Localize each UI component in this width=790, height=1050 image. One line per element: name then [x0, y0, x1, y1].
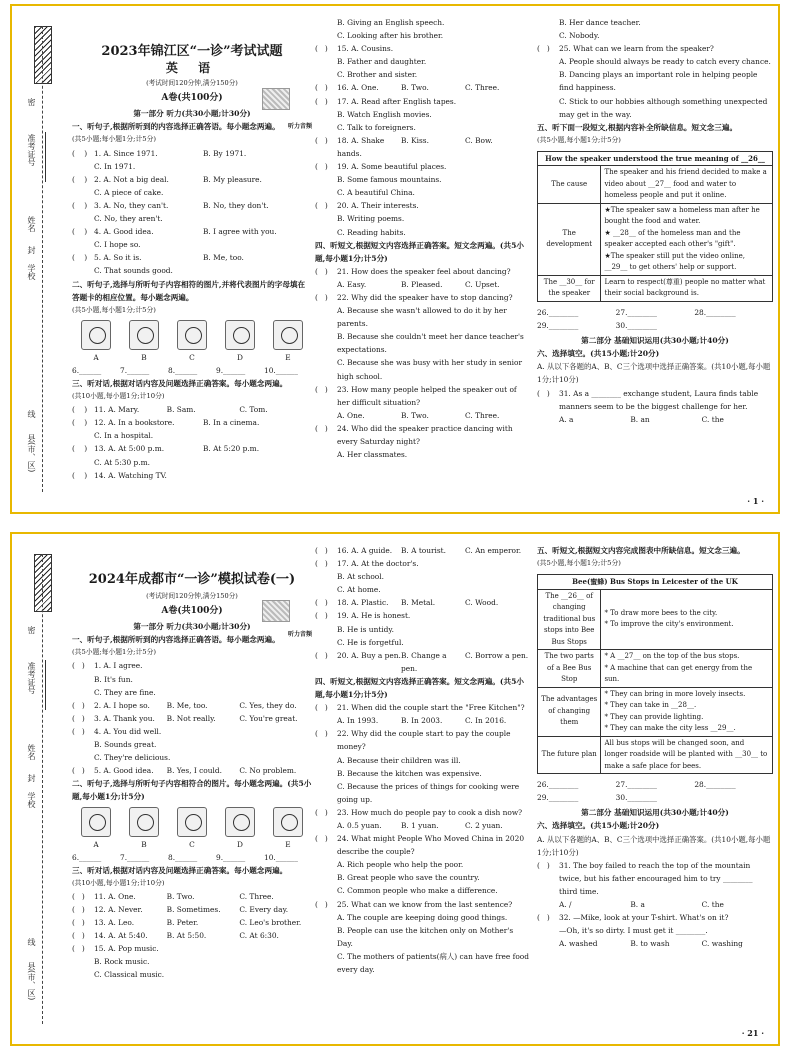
- option: A. The couple are keeping doing good things.: [337, 912, 508, 922]
- question: ( ) 19. A. He is honest.: [315, 611, 411, 621]
- option: B. At school.: [337, 572, 384, 582]
- answer-blanks: 26.________ 27.________ 28.________: [537, 307, 736, 317]
- answer-blanks: 29.________ 30.________: [537, 793, 657, 803]
- question: ( ) 24. What might People Who Moved China in 2020 describe the couple?: [315, 834, 525, 857]
- section-1-heading: 一、听句子,根据所听到的内容选择正确答语。每小题念两遍。: [72, 122, 280, 132]
- cut-line: [42, 554, 43, 1024]
- question: ( ) 18. A. Shake hands. B. Kiss. C. Bow.: [315, 135, 493, 158]
- option: —Oh, it's so dirty. I must get it ________.: [559, 926, 708, 936]
- column-3: [537, 16, 773, 502]
- table-cell: The two parts of a Bee Bus Stop: [538, 650, 601, 688]
- option: B. Watch English movies.: [337, 109, 432, 119]
- question: ( ) 14. A. At 5:40. B. At 5:50. C. At 6:30.: [72, 931, 279, 941]
- option: C. No, they aren't.: [94, 214, 163, 224]
- question: ( ) 18. A. Plastic. B. Metal. C. Wood.: [315, 598, 499, 608]
- question: ( ) 21. How does the speaker feel about dancing?: [315, 266, 511, 276]
- option: C. They are fine.: [94, 687, 156, 697]
- question: ( ) 13. A. At 5:00 p.m. B. At 5:20 p.m.: [72, 444, 260, 454]
- option: C. Because the prices of things for cooking were going up.: [337, 781, 520, 804]
- table-title: How the speaker understood the true meaning of __26__: [538, 151, 773, 166]
- option: C. They're delicious.: [94, 753, 171, 763]
- column-1: [72, 544, 312, 1034]
- table-cell: The development: [538, 203, 601, 275]
- option: B. Rock music.: [94, 957, 150, 967]
- section-3-heading: 三、听对话,根据对话内容及问题选择正确答案。每小题念两遍。: [72, 378, 288, 388]
- picture-row: [72, 807, 312, 837]
- option: B. Writing poems.: [337, 214, 405, 224]
- section-6-instruction: A. 从以下各题的A、B、C三个选项中选择正确答案。(共10小题,每小题1分;计10分): [537, 362, 771, 385]
- strip-label-county: 县(市、区): [27, 962, 36, 1001]
- part-2-heading: 第二部分 基础知识运用(共30小题;计40分): [581, 808, 729, 818]
- strip-label-school: 学校: [27, 792, 36, 808]
- section-1-note: (共5小题;每小题1分;计5分): [72, 648, 157, 657]
- people-picture-icon: [81, 807, 111, 837]
- table-title: Bee(蜜蜂) Bus Stops in Leicester of the UK: [538, 575, 773, 590]
- picture-labels: A B C D E: [93, 352, 291, 362]
- answer-blanks: 6.______ 7.______ 8.______ 9.______ 10.______: [72, 365, 298, 375]
- question: ( ) 24. Who did the speaker practice dancing with every Saturday night?: [315, 423, 513, 446]
- question: ( ) 15. A. Pop music.: [72, 944, 159, 954]
- question: ( ) 19. A. Some beautiful places.: [315, 162, 447, 172]
- picture-row: [72, 320, 312, 350]
- question: ( ) 21. When did the couple start the "Free Kitchen"?: [315, 703, 525, 713]
- question: ( ) 5. A. So it is. B. Me, too.: [72, 253, 244, 263]
- option: C. Brother and sister.: [337, 70, 418, 80]
- question: ( ) 2. A. I hope so. B. Me, too. C. Yes, they do.: [72, 700, 297, 710]
- option: B. Father and daughter.: [337, 57, 427, 67]
- option: B. Because she couldn't meet her dance teacher's expectations.: [337, 332, 524, 355]
- option: A. Her classmates.: [337, 450, 408, 460]
- section-6-heading: 六、选择填空。(共15小题;计20分): [537, 349, 660, 359]
- question: ( ) 32. —Mike, look at your T-shirt. What's on it?: [537, 913, 729, 923]
- girl-picture-icon: [273, 320, 303, 350]
- guitar-picture-icon: [81, 320, 111, 350]
- question: ( ) 25. What can we learn from the speaker?: [537, 44, 714, 54]
- binding-hatch: [34, 554, 52, 612]
- option: B. Giving an English speech.: [337, 18, 445, 27]
- option: C. A beautiful China.: [337, 188, 415, 198]
- strip-mark: 密: [27, 626, 36, 634]
- section-5-note: (共5小题,每小题1分;计5分): [537, 559, 621, 568]
- question: ( ) 25. What can we know from the last sentence?: [315, 899, 513, 909]
- pencil-picture-icon: [225, 807, 255, 837]
- exam-title: 2024年成都市“一诊”模拟试卷(一): [88, 572, 296, 587]
- strip-label-id: 准考证号: [27, 134, 36, 166]
- column-3: [537, 544, 773, 1034]
- option: C. At 5:30 p.m.: [94, 457, 150, 467]
- option: C. Common people who make a difference.: [337, 886, 498, 896]
- options: A. washed B. to wash C. washing: [559, 939, 743, 949]
- strip-label-school: 学校: [27, 264, 36, 280]
- question: ( ) 2. A. Not a big deal. B. My pleasure.: [72, 174, 262, 184]
- strip-mark: 线: [27, 938, 36, 946]
- section-3-note: (共10小题,每小题1分;计10分): [72, 878, 165, 887]
- question: ( ) 4. A. Good idea. B. I agree with you.: [72, 227, 277, 237]
- glasses-picture-icon: [225, 320, 255, 350]
- option: B. People can use the kitchen only on Mother's Day.: [337, 925, 514, 948]
- options: A. In 1993. B. In 2003. C. In 2016.: [337, 716, 507, 726]
- option: A. Because their children was ill.: [337, 755, 461, 765]
- question: ( ) 3. A. No, they can't. B. No, they don't.: [72, 200, 269, 210]
- question: ( ) 20. A. Their interests.: [315, 201, 419, 211]
- question: ( ) 31. As a ________ exchange student, Laura finds table manners seem to be the biggest challenge for her.: [537, 388, 759, 411]
- option: B. Because the kitchen was expensive.: [337, 768, 482, 778]
- options: A. / B. a C. the: [559, 900, 724, 910]
- question: ( ) 1. A. Since 1971. B. By 1971.: [72, 148, 247, 158]
- section-2-note: (共5小题,每小题1分;计5分): [72, 305, 156, 314]
- exam-title: 2023年锦江区“一诊”考试试题: [101, 44, 283, 59]
- question: ( ) 11. A. Mary. B. Sam. C. Tom.: [72, 405, 268, 415]
- question: ( ) 4. A. You did well.: [72, 726, 162, 736]
- options: A. 0.5 yuan. B. 1 yuan. C. 2 yuan.: [337, 820, 503, 830]
- option: C. Looking after his brother.: [337, 31, 444, 41]
- part-2-heading: 第二部分 基础知识运用(共30小题;计40分): [581, 336, 729, 346]
- page-number: · 21 ·: [741, 1028, 764, 1038]
- option: B. It's fun.: [94, 674, 133, 684]
- section-a: A卷(共100分): [161, 93, 223, 104]
- strip-label-county: 县(市、区): [27, 434, 36, 473]
- part-1-heading: 第一部分 听力(共30小题;计30分): [133, 622, 251, 632]
- girl-picture-icon: [273, 807, 303, 837]
- table-cell: * They can bring in more lovely insects. * They can take in __28__. * They can provide lighting. * They can make the city less __29__.: [601, 687, 773, 736]
- qr-label: 听力音频: [287, 631, 312, 638]
- question: ( ) 22. Why did the speaker have to stop dancing?: [315, 292, 513, 302]
- binding-hatch: [34, 26, 52, 84]
- question: ( ) 3. A. Thank you. B. Not really. C. You're great.: [72, 713, 298, 723]
- answer-blanks: 29.________ 30.________: [537, 321, 657, 331]
- option: C. The mothers of patients(病人) can have free food every day.: [337, 951, 529, 974]
- question: ( ) 23. How many people helped the speaker out of her difficult situation?: [315, 384, 517, 407]
- table-cell: All bus stops will be changed soon, and longer roadside will be planted with __30__ to make a safe place for bees.: [601, 736, 773, 774]
- column-1: [72, 16, 312, 502]
- question: ( ) 22. Why did the couple start to pay the couple money?: [315, 729, 511, 752]
- question: ( ) 5. A. Good idea. B. Yes, I could. C. No problem.: [72, 766, 297, 776]
- table-cell: The cause: [538, 166, 601, 204]
- strip-label-name: 姓名: [27, 744, 36, 760]
- page-number: · 1 ·: [747, 496, 764, 506]
- section-2-heading: 二、听句子,选择与所听句子内容相符合的图片。每小题念两遍。(共5小题,每小题1分;计5分): [72, 779, 312, 802]
- qr-code-icon: [262, 88, 290, 110]
- strip-label-id: 准考证号: [27, 662, 36, 694]
- option: A. People should always be ready to catch every chance.: [559, 57, 771, 67]
- question: ( ) 16. A. A guide. B. A tourist. C. An emperor.: [315, 546, 522, 555]
- option: A. Because she wasn't allowed to do it by her parents.: [337, 306, 507, 329]
- option: C. At home.: [337, 585, 381, 595]
- options: A. a B. an C. the: [559, 414, 724, 424]
- exam-info: (考试时间120分钟,满分150分): [146, 592, 238, 600]
- strip-mark: 密: [27, 98, 36, 106]
- option: C. That sounds good.: [94, 266, 173, 276]
- table-cell: * A __27__ on the top of the bus stops. * A machine that can get energy from the sun.: [601, 650, 773, 688]
- table-cell: Learn to respect(尊重) people no matter what their social background is.: [601, 275, 773, 301]
- option: C. In 1971.: [94, 161, 136, 171]
- section-4-heading: 四、听短文,根据短文内容选择正确答案。短文念两遍。(共5小题,每小题1分;计5分): [315, 676, 524, 700]
- option: B. Sounds great.: [94, 740, 157, 750]
- option: B. Her dance teacher.: [559, 18, 641, 27]
- picture-labels: A B C D E: [93, 839, 291, 849]
- option: C. In a hospital.: [94, 431, 154, 441]
- option: B. Dancing plays an important role in helping people find happiness.: [559, 70, 758, 93]
- table-cell: * To draw more bees to the city. * To improve the city's environment.: [601, 589, 773, 650]
- section-6-heading: 六、选择填空。(共15小题;计20分): [537, 821, 660, 831]
- cut-line: [42, 26, 43, 492]
- strip-blank: [45, 660, 46, 710]
- question: ( ) 11. A. One. B. Two. C. Three.: [72, 891, 274, 901]
- option: C. Talk to foreigners.: [337, 122, 416, 132]
- question: ( ) 15. A. Cousins.: [315, 44, 394, 54]
- column-2: [315, 544, 529, 1034]
- section-5-note: (共5小题,每小题1分;计5分): [537, 135, 621, 144]
- section-4-heading: 四、听短文,根据短文内容选择正确答案。短文念两遍。(共5小题,每小题1分;计5分): [315, 240, 524, 263]
- section-5-heading: 五、听下面一段短文,根据内容补全所缺信息。短文念三遍。: [537, 122, 738, 132]
- question: ( ) 12. A. In a bookstore. B. In a cinema.: [72, 418, 260, 428]
- shop-picture-icon: [177, 320, 207, 350]
- option: C. Reading habits.: [337, 227, 406, 237]
- option: B. Great people who save the country.: [337, 873, 480, 883]
- question: ( ) 1. A. I agree.: [72, 661, 143, 671]
- options: A. Easy. B. Pleased. C. Upset.: [337, 279, 500, 289]
- option: A. Rich people who help the poor.: [337, 860, 464, 870]
- option: C. Classical music.: [94, 970, 165, 980]
- option: C. I hope so.: [94, 240, 141, 250]
- section-2-heading: 二、听句子,选择与所听句子内容相符的图片,并将代表图片的字母填在答题卡的相应位置。每小题念两遍。: [72, 279, 306, 302]
- option: C. Nobody.: [559, 31, 600, 41]
- binding-strip: [12, 6, 60, 512]
- qr-code-icon: [262, 600, 290, 622]
- info-table: [537, 151, 773, 302]
- part-1-heading: 第一部分 听力(共30小题;计30分): [133, 109, 251, 119]
- option: B. He is untidy.: [337, 624, 394, 634]
- exam-info: (考试时间120分钟,满分150分): [146, 79, 238, 88]
- question: ( ) 16. A. One. B. Two. C. Three.: [315, 83, 500, 93]
- option: C. He is forgetful.: [337, 637, 404, 647]
- option: B. Some famous mountains.: [337, 175, 442, 185]
- question: ( ) 20. A. Buy a pen. B. Change a pen. C. Borrow a pen.: [315, 650, 529, 673]
- exam-page-2: [10, 532, 780, 1046]
- question: ( ) 13. A. Leo. B. Peter. C. Leo's brother.: [72, 918, 302, 928]
- question: ( ) 14. A. Watching TV.: [72, 470, 167, 480]
- answer-blanks: 6.______ 7.______ 8.______ 9.______ 10.______: [72, 852, 298, 862]
- table-cell: The speaker and his friend decided to make a video about __27__ food and water to homeless people and put it online.: [601, 166, 773, 204]
- binding-strip: [12, 534, 60, 1044]
- options: A. One. B. Two. C. Three.: [337, 410, 500, 420]
- section-1-heading: 一、听句子,根据所听到的内容选择正确答语。每小题念两遍。: [72, 635, 280, 645]
- question: ( ) 17. A. At the doctor's.: [315, 559, 419, 569]
- strip-mark: 线: [27, 410, 36, 418]
- exam-page-1: [10, 4, 780, 514]
- option: C. Stick to our hobbies although something unexpected may get in the way.: [559, 96, 768, 119]
- column-2: [315, 16, 529, 502]
- section-3-note: (共10小题,每小题1分;计10分): [72, 392, 165, 401]
- table-cell: The __26__ of changing traditional bus stops into Bee Bus Stops: [538, 589, 601, 650]
- section-a: A卷(共100分): [161, 606, 223, 617]
- section-1-note: (共5小题;每小题1分;计5分): [72, 135, 157, 144]
- table-cell: ★The speaker saw a homeless man after he bought the food and water. ★ __28__ of the homeless man and the speaker accepted each other's "gift". ★The speaker still put the video online, __29__ to get others' help or support.: [601, 203, 773, 275]
- section-6-instruction: A. 从以下各题的A、B、C三个选项中选择正确答案。(共10小题,每小题1分;计10分): [537, 834, 771, 857]
- question: ( ) 23. How much do people pay to cook a dish now?: [315, 807, 523, 817]
- section-3-heading: 三、听对话,根据对话内容及问题选择正确答案。每小题念两遍。: [72, 865, 288, 875]
- computer-picture-icon: [177, 807, 207, 837]
- qr-label: 听力音频: [287, 123, 312, 130]
- strip-mark: 封: [27, 246, 36, 254]
- exam-subject: 英 语: [165, 61, 219, 75]
- info-table: [537, 574, 773, 774]
- question: ( ) 17. A. Read after English tapes.: [315, 96, 457, 106]
- section-5-heading: 五、听短文,根据短文内容完成图表中所缺信息。短文念三遍。: [537, 546, 745, 555]
- coin-picture-icon: [129, 320, 159, 350]
- option: C. Because she was busy with her study in senior high school.: [337, 358, 522, 381]
- table-cell: The advantages of changing them: [538, 687, 601, 736]
- table-cell: The future plan: [538, 736, 601, 774]
- strip-blank: [45, 132, 46, 182]
- question: ( ) 12. A. Never. B. Sometimes. C. Every day.: [72, 904, 289, 914]
- strip-mark: 封: [27, 774, 36, 782]
- strip-label-name: 姓名: [27, 216, 36, 232]
- answer-blanks: 26.________ 27.________ 28.________: [537, 780, 736, 790]
- dog-picture-icon: [129, 807, 159, 837]
- question: ( ) 31. The boy failed to reach the top of the mountain twice, but his father encouraged him to try ________ third time.: [537, 860, 753, 896]
- option: C. A piece of cake.: [94, 187, 164, 197]
- table-cell: The __30__ for the speaker: [538, 275, 601, 301]
